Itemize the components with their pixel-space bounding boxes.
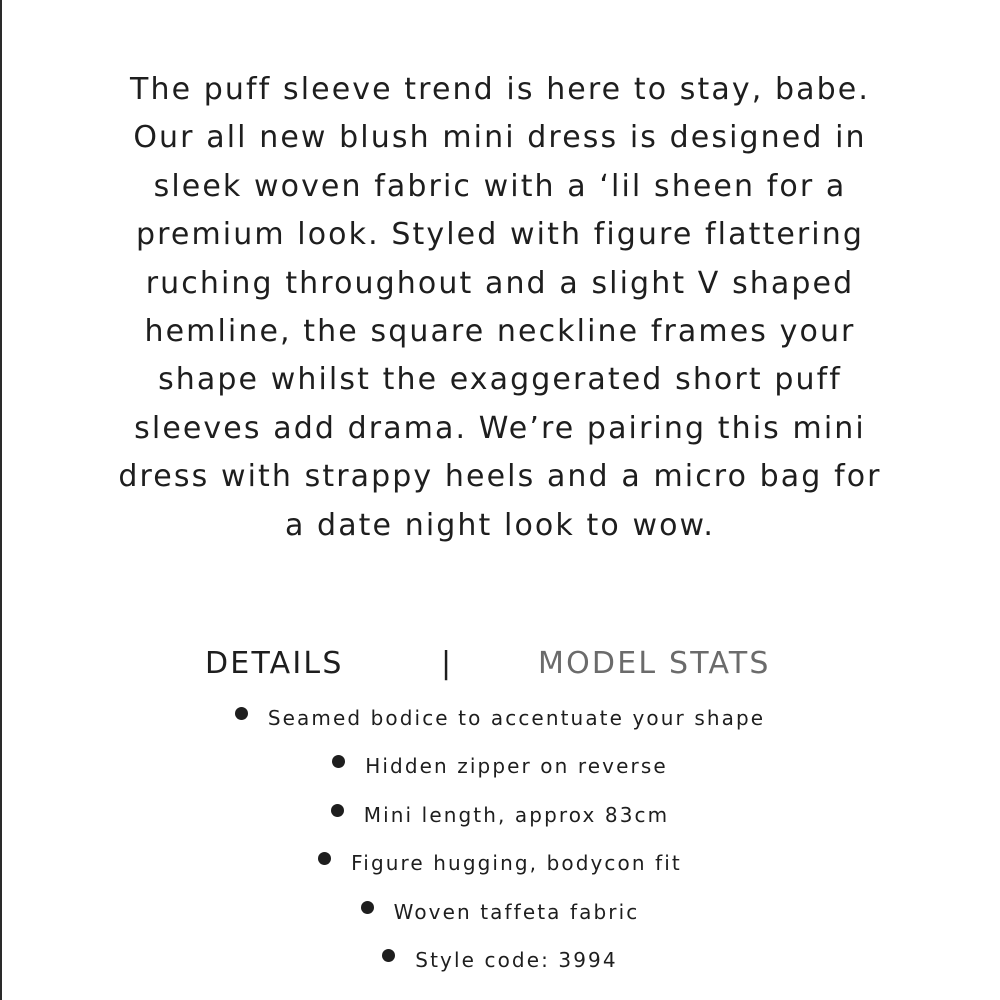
bullet-icon: [361, 901, 374, 914]
description-line: hemline, the square neckline frames your: [144, 314, 856, 350]
list-item: [0, 839, 1000, 887]
description-line: dress with strappy heels and a micro bag for: [118, 459, 882, 495]
list-item-text: Seamed bodice to accentuate your shape: [267, 706, 766, 730]
description-line: premium look. Styled with figure flattering: [135, 217, 865, 253]
list-item-text: Woven taffeta fabric: [393, 899, 640, 924]
tab-separator: |: [441, 646, 454, 681]
list-item-text: Hidden zipper on reverse: [365, 754, 668, 779]
list-item-text: Figure hugging, bodycon fit: [351, 851, 682, 876]
description-line: The puff sleeve trend is here to stay, babe.: [130, 72, 870, 107]
product-description: [100, 66, 900, 550]
bullet-icon: [235, 707, 248, 720]
bullet-icon: [382, 949, 395, 962]
description-line: shape whilst the exaggerated short puff: [158, 362, 842, 398]
tab-details[interactable]: DETAILS: [205, 646, 344, 681]
list-item: [0, 742, 1000, 790]
bullet-icon: [331, 804, 344, 817]
details-list: [0, 694, 1000, 984]
tab-model-stats[interactable]: MODEL STATS: [538, 646, 771, 681]
description-line: a date night look to wow.: [284, 507, 716, 543]
list-item: [0, 888, 1000, 936]
list-item-text: Style code: 3994: [415, 948, 618, 973]
bullet-icon: [318, 852, 331, 865]
description-line: Our all new blush mini dress is designed in: [133, 120, 867, 156]
description-line: sleeves add drama. We’re pairing this mini: [134, 410, 866, 446]
list-item: [0, 694, 1000, 742]
description-line: sleek woven fabric with a ‘lil sheen for a: [153, 168, 847, 204]
list-item-text: Mini length, approx 83cm: [363, 802, 670, 827]
product-info-tabs: [0, 646, 1000, 692]
bullet-icon: [332, 755, 345, 768]
list-item: [0, 936, 1000, 984]
description-line: ruching throughout and a slight V shaped: [145, 265, 855, 301]
list-item: [0, 791, 1000, 839]
